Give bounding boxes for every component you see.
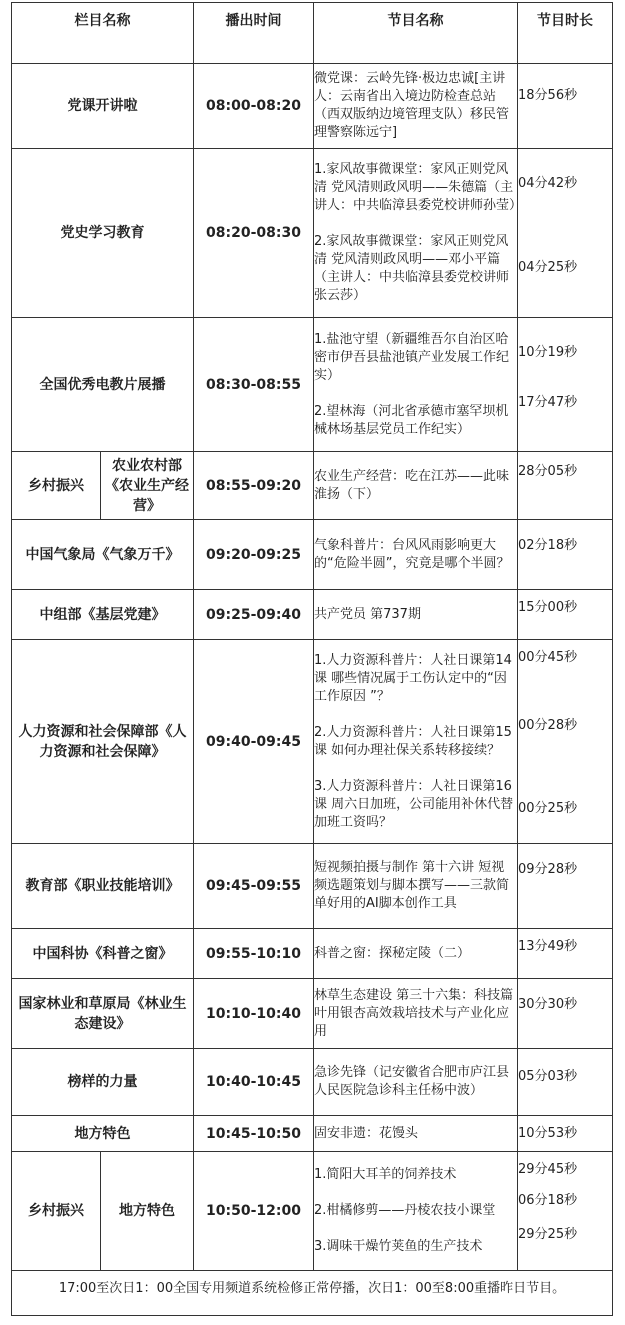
air-time: 09:45-09:55 <box>194 844 314 929</box>
program-title: 2.家风故事微课堂：家风正则党风清 党风清则政风明——邓小平篇（主讲人：中共临漳县委党校讲师张云莎） <box>314 234 510 303</box>
program-title: 科普之窗：探秘定陵（二） <box>314 945 471 961</box>
header-program-name: 节目名称 <box>314 3 518 64</box>
program-title: 1.盐池守望（新疆维吾尔自治区哈密市伊吾县盐池镇产业发展工作纪实） <box>314 331 510 383</box>
air-time: 10:45-10:50 <box>194 1116 314 1152</box>
schedule-row <box>12 844 613 929</box>
program-title: 急诊先锋（记安徽省合肥市庐江县人民医院急诊科主任杨中波） <box>314 1065 510 1098</box>
schedule-row <box>12 64 613 149</box>
program-title: 1.人力资源科普片：人社日课第14课 哪些情况属于工伤认定中的“因工作原因 ”？ <box>314 652 512 704</box>
column-name: 中国科协《科普之窗》 <box>12 929 194 979</box>
program-cell <box>314 1152 518 1271</box>
air-time: 08:55-09:20 <box>194 452 314 520</box>
air-time: 10:10-10:40 <box>194 979 314 1049</box>
column-name: 中组部《基层党建》 <box>12 590 194 640</box>
column-name: 党史学习教育 <box>12 149 194 318</box>
program-cell <box>314 452 518 520</box>
duration-value: 10分19秒 <box>518 344 578 360</box>
column-name: 地方特色 <box>101 1152 194 1271</box>
schedule-row <box>12 640 613 844</box>
program-cell <box>314 979 518 1049</box>
duration-value: 04分25秒 <box>518 259 578 275</box>
program-cell <box>314 318 518 452</box>
duration-cell <box>518 452 613 520</box>
duration-value: 18分56秒 <box>518 87 578 103</box>
schedule-row <box>12 1116 613 1152</box>
duration-value: 13分49秒 <box>518 938 578 954</box>
header-duration: 节目时长 <box>518 3 613 64</box>
schedule-row <box>12 929 613 979</box>
duration-value: 04分42秒 <box>518 175 578 191</box>
duration-value: 00分25秒 <box>518 800 578 816</box>
program-cell <box>314 929 518 979</box>
program-title: 1.家风故事微课堂：家风正则党风清 党风清则政风明——朱德篇（主讲人：中共临漳县委党校讲师孙莹） <box>314 162 523 213</box>
duration-value: 05分03秒 <box>518 1068 578 1084</box>
duration-cell <box>518 1049 613 1116</box>
duration-cell <box>518 929 613 979</box>
schedule-row <box>12 520 613 590</box>
column-name: 党课开讲啦 <box>12 64 194 149</box>
air-time: 09:25-09:40 <box>194 590 314 640</box>
schedule-row <box>12 1152 613 1271</box>
program-title: 2.人力资源科普片：人社日课第15课 如何办理社保关系转移接续？ <box>314 724 512 758</box>
program-cell <box>314 640 518 844</box>
duration-value: 17分47秒 <box>518 394 578 410</box>
program-title: 微党课：云岭先锋·极边忠诚[主讲人：云南省出入境边防检查总站（西双版纳边境管理支队）移民管理警察陈远宁] <box>314 71 510 140</box>
column-name: 教育部《职业技能培训》 <box>12 844 194 929</box>
header-row <box>12 3 613 64</box>
schedule-table <box>11 2 613 1316</box>
column-name: 人力资源和社会保障部《人力资源和社会保障》 <box>12 640 194 844</box>
column-category: 乡村振兴 <box>12 452 101 520</box>
schedule-row <box>12 1049 613 1116</box>
duration-cell <box>518 318 613 452</box>
schedule-row <box>12 149 613 318</box>
air-time: 09:20-09:25 <box>194 520 314 590</box>
duration-value: 06分18秒 <box>518 1192 578 1208</box>
program-title: 气象科普片：台风风雨影响更大的“危险半圆”，究竟是哪个半圆？ <box>314 537 510 571</box>
duration-value: 02分18秒 <box>518 537 578 553</box>
air-time: 09:55-10:10 <box>194 929 314 979</box>
duration-cell <box>518 149 613 318</box>
column-category: 乡村振兴 <box>12 1152 101 1271</box>
program-title: 3.调味干燥竹荚鱼的生产技术 <box>314 1239 483 1254</box>
column-name: 中国气象局《气象万千》 <box>12 520 194 590</box>
duration-value: 09分28秒 <box>518 861 578 877</box>
duration-cell <box>518 520 613 590</box>
air-time: 10:40-10:45 <box>194 1049 314 1116</box>
program-cell <box>314 1049 518 1116</box>
duration-cell <box>518 1152 613 1271</box>
duration-value: 00分28秒 <box>518 717 578 733</box>
header-column-name: 栏目名称 <box>12 3 194 64</box>
column-name: 国家林业和草原局《林业生态建设》 <box>12 979 194 1049</box>
schedule-body <box>12 3 613 1316</box>
program-cell <box>314 64 518 149</box>
program-title: 林草生态建设 第三十六集：科技篇 叶用银杏高效栽培技术与产业化应用 <box>314 987 514 1039</box>
air-time: 08:20-08:30 <box>194 149 314 318</box>
column-name: 全国优秀电教片展播 <box>12 318 194 452</box>
column-name: 地方特色 <box>12 1116 194 1152</box>
footer-row <box>12 1271 613 1316</box>
column-name: 榜样的力量 <box>12 1049 194 1116</box>
duration-value: 15分00秒 <box>518 599 578 615</box>
schedule-row <box>12 590 613 640</box>
duration-value: 00分45秒 <box>518 649 578 665</box>
program-cell <box>314 149 523 318</box>
footer-note: 17:00至次日1：00全国专用频道系统检修正常停播，次日1：00至8:00重播昨日节目。 <box>12 1271 613 1316</box>
duration-cell <box>518 64 613 149</box>
duration-value: 29分25秒 <box>518 1226 578 1242</box>
program-title: 农业生产经营：吃在江苏——此味淮扬（下） <box>314 468 510 502</box>
duration-cell <box>518 844 613 929</box>
duration-value: 10分53秒 <box>518 1125 578 1141</box>
duration-cell <box>518 1116 613 1152</box>
program-title: 短视频拍摄与制作 第十六讲 短视频选题策划与脚本撰写——三款简单好用的AI脚本创作工具 <box>314 860 510 911</box>
duration-cell <box>518 590 613 640</box>
column-name: 农业农村部《农业生产经营》 <box>101 452 194 520</box>
air-time: 08:00-08:20 <box>194 64 314 149</box>
duration-value: 28分05秒 <box>518 463 578 479</box>
program-cell <box>314 590 518 640</box>
schedule-row <box>12 979 613 1049</box>
program-title: 1.简阳大耳羊的饲养技术 <box>314 1167 457 1182</box>
program-title: 固安非遗：花馒头 <box>314 1125 419 1141</box>
air-time: 09:40-09:45 <box>194 640 314 844</box>
duration-value: 29分45秒 <box>518 1161 578 1177</box>
program-title: 2.望林海（河北省承德市塞罕坝机械林场基层党员工作纪实） <box>314 403 509 437</box>
air-time: 10:50-12:00 <box>194 1152 314 1271</box>
program-cell <box>314 844 518 929</box>
duration-cell <box>518 640 613 844</box>
schedule-row <box>12 452 613 520</box>
schedule-row <box>12 318 613 452</box>
header-air-time: 播出时间 <box>194 3 314 64</box>
duration-cell <box>518 979 613 1049</box>
duration-value: 30分30秒 <box>518 996 578 1012</box>
program-title: 3.人力资源科普片：人社日课第16课 周六日加班，公司能用补休代替加班工资吗？ <box>314 778 514 830</box>
program-cell <box>314 1116 518 1152</box>
program-title: 2.柑橘修剪——丹棱农技小课堂 <box>314 1203 496 1218</box>
program-cell <box>314 520 518 590</box>
program-title: 共产党员 第737期 <box>314 606 421 622</box>
air-time: 08:30-08:55 <box>194 318 314 452</box>
